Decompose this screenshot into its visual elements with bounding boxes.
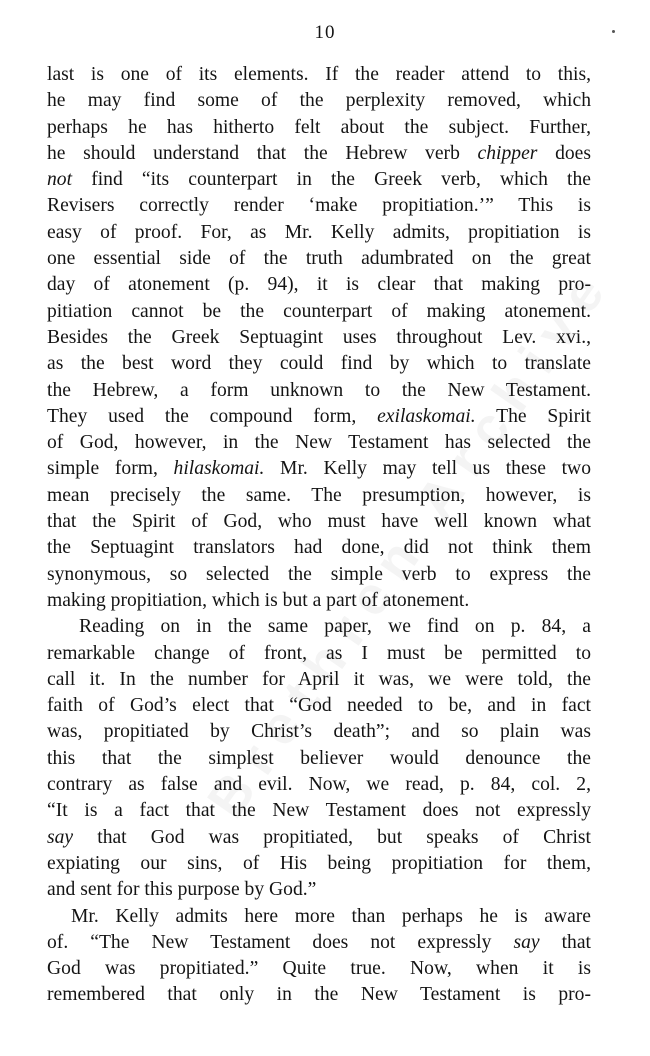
text-line: say that God was propitiated, but speaks of Christ (47, 826, 591, 848)
text-line: the Hebrew, a form unknown to the New Testament. (47, 379, 591, 401)
text-line: “It is a fact that the New Testament does not expressly (47, 800, 591, 822)
text-line: contrary as false and evil. Now, we read, p. 84, col. 2, (47, 774, 591, 796)
text-line: pitiation cannot be the counterpart of making atonement. (47, 300, 591, 322)
text-line: and sent for this purpose by God.” (47, 879, 317, 901)
text-line: he should understand that the Hebrew verb chipper does (47, 142, 591, 164)
text-line: as the best word they could find by which to translate (47, 353, 591, 375)
text-line: he may find some of the perplexity removed, which (47, 90, 591, 112)
text-line: not find “its counterpart in the Greek verb, which the (47, 169, 591, 191)
italic-term: hilaskomai. (173, 458, 265, 480)
text-line: faith of God’s elect that “God needed to be, and in fact (47, 695, 591, 717)
text-line: Reading on in the same paper, we find on p. 84, a (79, 616, 591, 638)
stray-mark (612, 30, 615, 33)
text-line: one essential side of the truth adumbrated on the great (47, 248, 591, 270)
text-line: of. “The New Testament does not expressly say that (47, 931, 591, 953)
text-line: making propitiation, which is but a part of atonement. (47, 589, 470, 611)
text-line: of God, however, in the New Testament has selected the (47, 432, 591, 454)
body-text (47, 62, 591, 1009)
text-line: Besides the Greek Septuagint uses throughout Lev. xvi., (47, 326, 591, 348)
italic-term: exilaskomai. (377, 405, 476, 427)
italic-term: say (513, 931, 540, 953)
text-line: perhaps he has hitherto felt about the subject. Further, (47, 116, 591, 138)
text-line: the Septuagint translators had done, did not think them (47, 537, 591, 559)
text-line: day of atonement (p. 94), it is clear that making pro- (47, 274, 591, 296)
text-line: call it. In the number for April it was, we were told, the (47, 668, 591, 690)
italic-term: say (47, 826, 74, 848)
text-line: that the Spirit of God, who must have well known what (47, 511, 591, 533)
text-line: Revisers correctly render ‘make propitiation.’” This is (47, 195, 591, 217)
text-line: mean precisely the same. The presumption, however, is (47, 484, 591, 506)
text-line: easy of proof. For, as Mr. Kelly admits, propitiation is (47, 221, 591, 243)
text-line: expiating our sins, of His being propitiation for them, (47, 852, 591, 874)
text-line: They used the compound form, exilaskomai. The Spirit (47, 405, 591, 427)
text-line: this that the simplest believer would denounce the (47, 747, 591, 769)
italic-term: not (47, 169, 73, 191)
text-line: God was propitiated.” Quite true. Now, when it is (47, 958, 591, 980)
text-line: Mr. Kelly admits here more than perhaps he is aware (71, 905, 591, 927)
italic-term: chipper (477, 142, 538, 164)
text-line: was, propitiated by Christ’s death”; and so plain was (47, 721, 591, 743)
text-line: last is one of its elements. If the reader attend to this, (47, 64, 591, 85)
page-number: 10 (314, 22, 336, 43)
text-line: remembered that only in the New Testament is pro- (47, 984, 591, 1006)
text-line: simple form, hilaskomai. Mr. Kelly may tell us these two (47, 458, 591, 480)
text-line: synonymous, so selected the simple verb to express the (47, 563, 591, 585)
text-line: remarkable change of front, as I must be permitted to (47, 642, 591, 664)
